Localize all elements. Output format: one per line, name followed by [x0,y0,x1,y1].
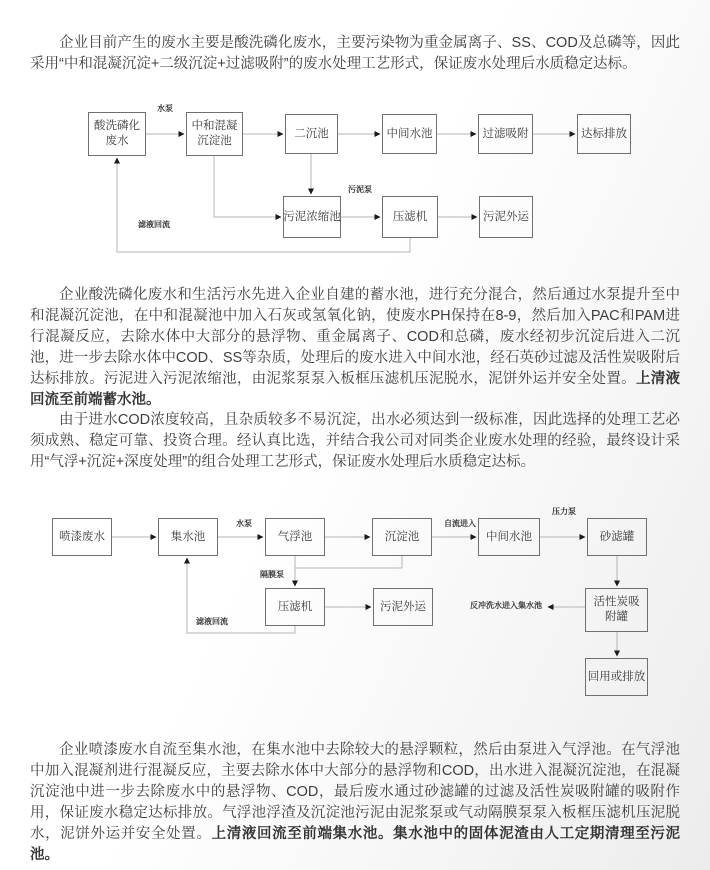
box-air-flotation-tank [265,518,325,556]
edge-label-filtrate-return-2: 滤液回流 [196,617,228,626]
box-label: 集水池 [170,530,206,543]
box-label: 压滤机 [392,210,428,223]
edge-label-water-pump-2: 水泵 [236,519,252,528]
box-label: 中间水池 [486,530,532,543]
box-label: 回用或排放 [587,670,646,683]
box-label: 酸洗磷化废水 [94,120,140,147]
paragraph-paint-process-description [30,740,680,866]
box-paint-spray-wastewater [52,518,112,556]
box-secondary-sedimentation-tank [285,114,338,154]
box-label: 气浮池 [277,530,313,543]
box-collection-tank [158,518,218,556]
paragraph-text: 企业喷漆废水自流至集水池，在集水池中去除较大的悬浮颗粒，然后由泵进入气浮池。在气浮池中加入混凝剂进行混凝反应，主要去除水体中大部分的悬浮物和COD，出水进入混凝沉淀池，在混凝沉淀池中进一步去除废水中的悬浮物、COD，最后废水通过砂滤罐的过滤及活性炭吸附罐的吸附作用，保证废水稳定达标排放。气浮池浮渣及沉淀池污泥由泥浆泵或气动隔膜泵泵入板框压滤机压泥脱水，泥饼外运并安全处置。 [30,742,680,842]
box-intermediate-water-tank [382,114,437,154]
box-sludge-offsite-transport [479,196,533,238]
box-label: 沉淀池 [384,530,420,543]
flowchart-paint-spray-process [0,500,710,712]
paragraph-paint-wastewater-intro: 由于进水COD浓度较高，且杂质较多不易沉淀，出水必须达到一级标准，因此选择的处理工艺必须成熟、稳定可靠、投资合理。经认真比选，并结合我公司对同类企业废水处理的经验，最终设计采用“气浮+沉淀+深度处理”的组合处理工艺形式，保证废水处理后水质稳定达标。 [30,412,680,470]
edge-label-pressure-pump: 压力泵 [552,507,576,516]
box-label: 污泥外运 [380,600,426,613]
box-intermediate-water-tank-2 [478,518,540,556]
edge-label-diaphragm-pump: 隔膜泵 [260,570,284,579]
box-label: 活性炭吸附罐 [593,596,640,623]
box-sedimentation-tank [372,518,432,556]
box-sludge-thickening-tank [283,196,341,238]
box-sand-filter-tank [587,518,647,556]
box-label: 二沉池 [294,127,329,140]
box-reuse-or-discharge [585,658,648,696]
box-label: 污泥浓缩池 [283,210,341,223]
box-compliant-discharge [577,114,631,154]
box-filter-press-2 [265,588,325,626]
box-filter-press [382,196,438,238]
box-label: 污泥外运 [483,210,529,223]
flowchart-phosphating-process [0,100,710,265]
paragraph-phosphating-process-description [30,285,680,411]
box-label: 中间水池 [386,127,433,140]
box-pickling-phosphating-wastewater [88,112,146,156]
box-sludge-offsite-transport-2 [373,588,433,626]
box-label: 压滤机 [277,600,313,613]
edge-label-gravity-flow: 自流进入 [444,519,476,528]
box-label: 达标排放 [581,127,627,140]
box-label: 中和混凝沉淀池 [191,120,238,147]
box-label: 过滤吸附 [482,127,529,140]
box-activated-carbon-adsorption-tank [585,588,648,632]
paragraph-intro-phosphating: 企业目前产生的废水主要是酸洗磷化废水，主要污染物为重金属离子、SS、COD及总磷等，因此采用“中和混凝沉淀+二级沉淀+过滤吸附”的废水处理工艺形式，保证废水处理后水质稳定达标。 [30,35,680,72]
paragraph-bold-text: 上清液回流至前端蓄水池。 [30,371,681,408]
box-label: 喷漆废水 [59,530,105,543]
edge-label-sludge-pump: 污泥泵 [348,185,372,194]
paragraph-text: 企业酸洗磷化废水和生活污水先进入企业自建的蓄水池，进行充分混合，然后通过水泵提升至中和混凝沉淀池，在中和混凝池中加入石灰或氢氧化钠，使废水PH保持在8-9，然后加入PAC和PAM进行混凝反应，去除水体中大部分的悬浮物、重金属离子、COD和总磷，废水经初步沉淀后进入二沉池，进一步去除水体中COD、SS等杂质，处理后的废水进入中间水池，经石英砂过滤及活性炭吸附后达标排放。污泥进入污泥浓缩池，由泥浆泵泵入板框压滤机压泥脱水，泥饼外运并安全处置。 [30,287,680,387]
edge-label-water-pump: 水泵 [157,104,173,113]
box-neutralization-coagulation-sedimentation-tank [186,112,243,156]
edge-label-backwash-return: 反冲洗水进入集水池 [470,601,542,610]
box-filtration-adsorption [478,114,533,154]
paragraph-bold-text: 上清液回流至前端集水池。集水池中的固体泥渣由人工定期清理至污泥池。 [30,826,681,863]
box-label: 砂滤罐 [599,530,635,543]
edge-label-filtrate-return: 滤液回流 [138,220,170,229]
